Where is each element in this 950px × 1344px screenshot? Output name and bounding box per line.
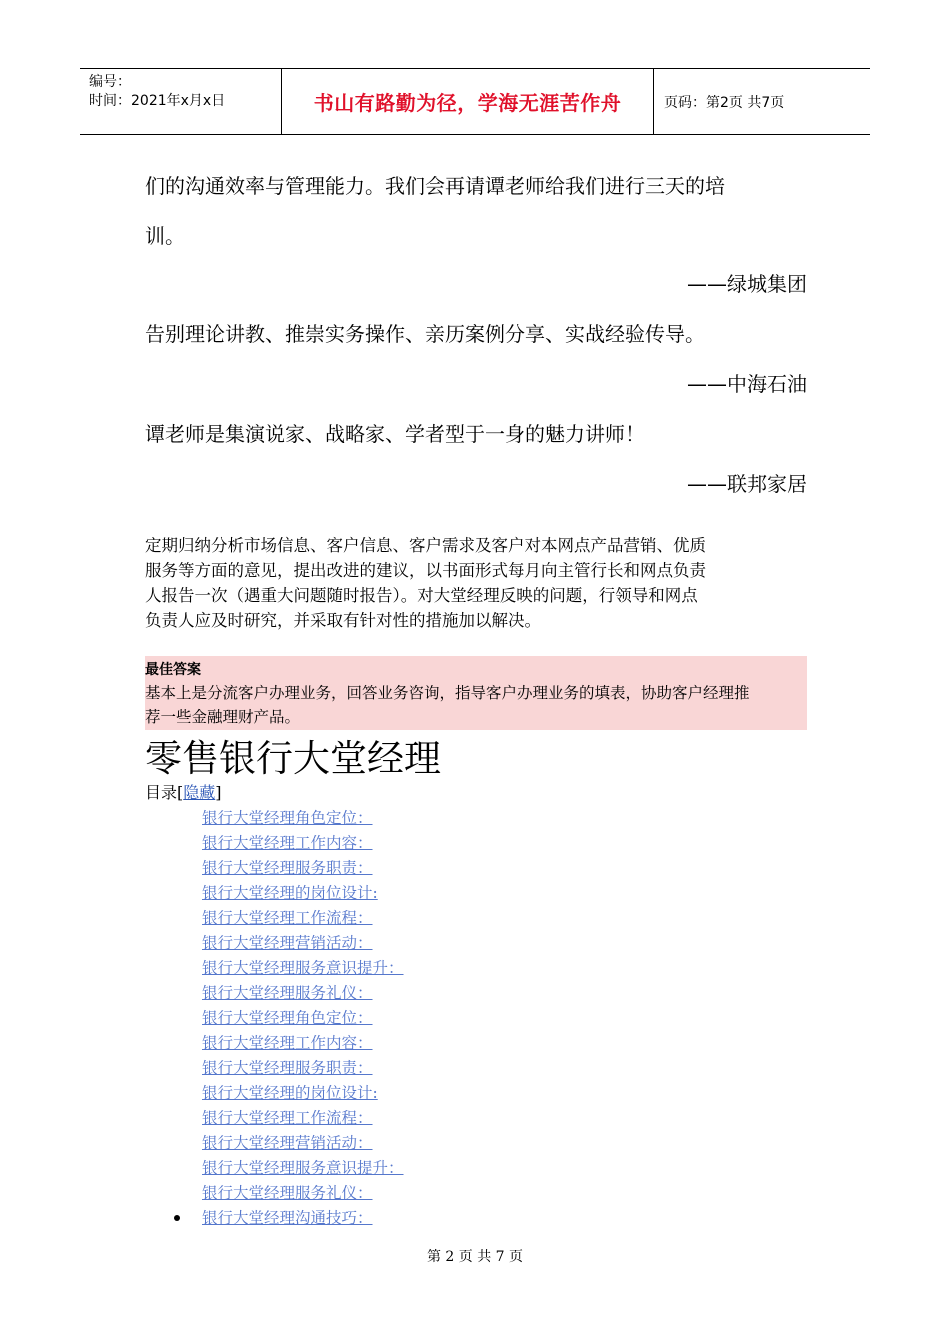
testimonial-line-2: 训。 bbox=[145, 224, 185, 248]
toc-prefix: 目录[ bbox=[145, 783, 184, 802]
toc-link[interactable]: 银行大堂经理的岗位设计: bbox=[202, 884, 378, 902]
page-footer: 第 2 页 共 7 页 bbox=[426, 1249, 524, 1265]
toc-link[interactable]: 银行大堂经理服务意识提升： bbox=[202, 959, 404, 977]
toc-suffix: ] bbox=[215, 783, 222, 802]
toc-label bbox=[145, 782, 222, 804]
toc-link[interactable]: 银行大堂经理服务职责： bbox=[202, 859, 373, 877]
toc-item bbox=[202, 1156, 404, 1181]
best-answer-line: 荐一些金融理财产品。 bbox=[145, 708, 301, 726]
attribution-lianbang: ——联邦家居 bbox=[687, 472, 807, 496]
header-motto-cell bbox=[282, 69, 654, 134]
toc-item bbox=[202, 906, 404, 931]
toc-link[interactable]: 银行大堂经理的岗位设计: bbox=[202, 1084, 378, 1102]
body-line: 负责人应及时研究，并采取有针对性的措施加以解决。 bbox=[145, 611, 541, 630]
toc-item bbox=[202, 1006, 404, 1031]
toc-link[interactable]: 银行大堂经理工作流程： bbox=[202, 909, 373, 927]
toc-link[interactable]: 银行大堂经理工作内容： bbox=[202, 834, 373, 852]
best-answer-box bbox=[145, 656, 807, 730]
toc-link[interactable]: 银行大堂经理角色定位： bbox=[202, 809, 373, 827]
toc-link[interactable]: 银行大堂经理服务意识提升： bbox=[202, 1159, 404, 1177]
toc-item bbox=[202, 806, 404, 831]
best-answer-title: 最佳答案 bbox=[145, 662, 201, 678]
bullet-icon bbox=[174, 1215, 180, 1221]
testimonial-quote-3: 谭老师是集演说家、战略家、学者型于一身的魅力讲师！ bbox=[145, 422, 645, 446]
toc-item bbox=[202, 956, 404, 981]
toc-link[interactable]: 银行大堂经理沟通技巧： bbox=[202, 1209, 373, 1227]
body-paragraph bbox=[145, 533, 807, 633]
page-label: 页码：第2页 共7页 bbox=[664, 94, 785, 111]
toc-link[interactable]: 银行大堂经理工作流程： bbox=[202, 1109, 373, 1127]
toc-item bbox=[202, 1206, 404, 1231]
body-line: 人报告一次（遇重大问题随时报告）。对大堂经理反映的问题，行领导和网点 bbox=[145, 586, 698, 605]
body-line: 服务等方面的意见，提出改进的建议，以书面形式每月向主管行长和网点负责 bbox=[145, 561, 706, 580]
toc-item bbox=[202, 931, 404, 956]
toc-link[interactable]: 银行大堂经理角色定位： bbox=[202, 1009, 373, 1027]
toc-item bbox=[202, 856, 404, 881]
toc-item bbox=[202, 831, 404, 856]
header-meta-cell bbox=[80, 69, 282, 134]
testimonial-line-1: 们的沟通效率与管理能力。我们会再请谭老师给我们进行三天的培 bbox=[145, 174, 725, 198]
best-answer-line: 基本上是分流客户办理业务，回答业务咨询，指导客户办理业务的填表，协助客户经理推 bbox=[145, 684, 750, 702]
toc-item bbox=[202, 1031, 404, 1056]
article-title: 零售银行大堂经理 bbox=[145, 737, 441, 780]
toc-link[interactable]: 银行大堂经理工作内容： bbox=[202, 1034, 373, 1052]
testimonial-quote-2: 告别理论讲教、推崇实务操作、亲历案例分享、实战经验传导。 bbox=[145, 322, 705, 346]
attribution-zhonghai: ——中海石油 bbox=[687, 372, 807, 396]
time-label: 时间：2021年x月x日 bbox=[89, 93, 226, 109]
toc-link[interactable]: 银行大堂经理服务礼仪： bbox=[202, 1184, 373, 1202]
toc-link[interactable]: 银行大堂经理营销活动： bbox=[202, 1134, 373, 1152]
header-page-cell bbox=[654, 69, 870, 134]
attribution-lvcheng: ——绿城集团 bbox=[687, 272, 807, 296]
toc-item bbox=[202, 1131, 404, 1156]
toc-item bbox=[202, 881, 404, 906]
toc-item bbox=[202, 1106, 404, 1131]
toc-item bbox=[202, 981, 404, 1006]
toc-hide-link[interactable]: 隐藏 bbox=[183, 783, 216, 802]
body-line: 定期归纳分析市场信息、客户信息、客户需求及客户对本网点产品营销、优质 bbox=[145, 536, 706, 555]
toc-link[interactable]: 银行大堂经理营销活动： bbox=[202, 934, 373, 952]
page-header bbox=[80, 68, 870, 135]
code-label: 编号： bbox=[89, 74, 131, 90]
toc-list bbox=[202, 806, 404, 1231]
toc-item bbox=[202, 1181, 404, 1206]
toc-item bbox=[202, 1081, 404, 1106]
toc-item bbox=[202, 1056, 404, 1081]
toc-link[interactable]: 银行大堂经理服务礼仪： bbox=[202, 984, 373, 1002]
motto-text: 书山有路勤为径，学海无涯苦作舟 bbox=[313, 91, 622, 115]
toc-link[interactable]: 银行大堂经理服务职责： bbox=[202, 1059, 373, 1077]
